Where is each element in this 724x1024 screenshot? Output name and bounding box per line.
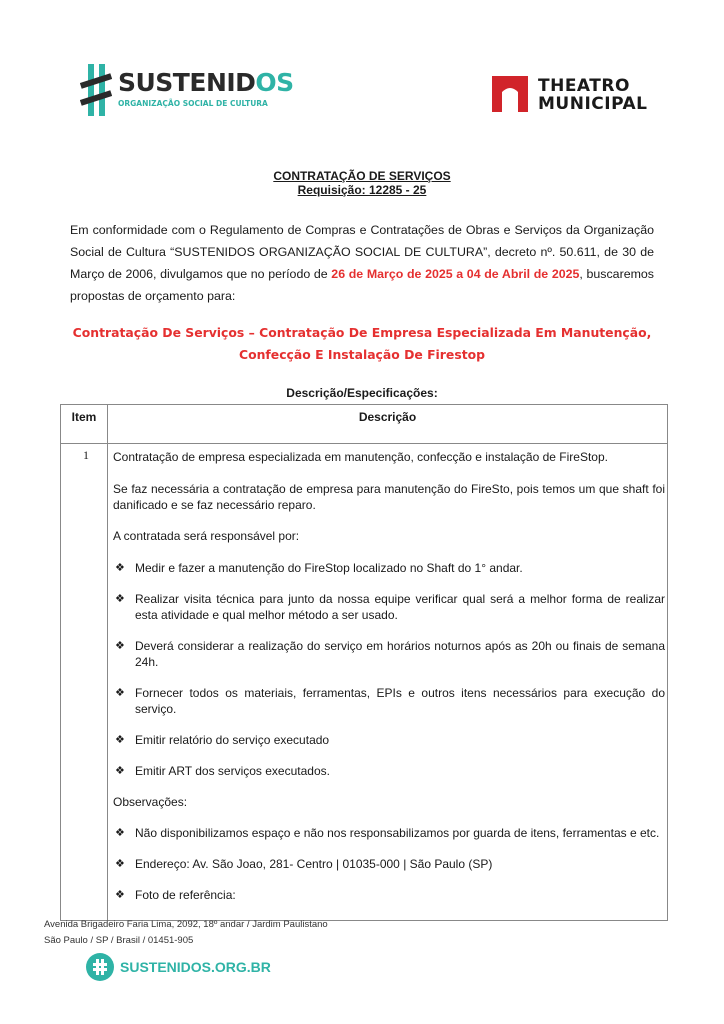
- brand-tagline: ORGANIZAÇÃO SOCIAL DE CULTURA: [118, 99, 268, 108]
- list-item: ❖ Emitir relatório do serviço executado: [115, 733, 330, 747]
- theatro-municipal-logo: [490, 72, 655, 120]
- period-highlight: 26 de Março de 2025 a 04 de Abril de 2025: [331, 267, 580, 281]
- document-title: CONTRATAÇÃO DE SERVIÇOS: [273, 169, 451, 183]
- theatro-line1: THEATRO: [538, 76, 630, 96]
- description-p2: Se faz necessária a contratação de empresa para manutenção do FireSto, pois temos um que shaft foi danificado e se faz necessário reparo.: [113, 482, 665, 512]
- specs-table: [60, 404, 668, 921]
- bullet-icon: ❖: [115, 734, 125, 746]
- subject-heading: Contratação De Serviços – Contratação De Empresa Especializada Em Manutenção, Confecção E Instalação De Firestop: [72, 325, 652, 362]
- theatro-arch-icon: [490, 74, 530, 114]
- bullet-icon: ❖: [115, 827, 125, 839]
- bullet-icon: ❖: [115, 593, 125, 605]
- list-item: ❖ Fornecer todos os materiais, ferramentas, EPIs e outros itens necessários para execução do serviço.: [115, 686, 665, 716]
- bullet-icon: ❖: [115, 889, 125, 901]
- list-item: ❖ Foto de referência:: [115, 888, 236, 902]
- bullet-icon: ❖: [115, 858, 125, 870]
- intro-paragraph: Em conformidade com o Regulamento de Compras e Contratações de Obras e Serviços da Organização Social de Cultura “SUSTENIDOS ORGANIZAÇÃO SOCIAL DE CULTURA”, decreto nº. 50.611, de 30 de Março de 2006, divulgamos que no período de 26 de Março de 2025 a 04 de Abril de 2025, buscaremos propostas de orçamento para:: [70, 223, 654, 303]
- requisition-number: Requisição: 12285 - 25: [297, 183, 427, 197]
- list-item: ❖ Deverá considerar a realização do serviço em horários noturnos após as 20h ou finais de semana 24h.: [115, 639, 665, 669]
- table-column-divider: [107, 405, 108, 920]
- observations-label: Observações:: [113, 795, 188, 809]
- sustenidos-logo: [80, 64, 294, 120]
- hash-logo-icon: [80, 64, 112, 116]
- list-item: ❖ Emitir ART dos serviços executados.: [115, 764, 330, 778]
- list-item: ❖ Endereço: Av. São Joao, 281- Centro | 01035-000 | São Paulo (SP): [115, 857, 493, 871]
- hash-circle-icon: [86, 953, 114, 981]
- bullet-icon: ❖: [115, 562, 125, 574]
- table-header-divider: [61, 443, 667, 444]
- description-cell: [113, 449, 665, 903]
- bullet-icon: ❖: [115, 640, 125, 652]
- bullet-icon: ❖: [115, 765, 125, 777]
- list-item: ❖ Realizar visita técnica para junto da nossa equipe verificar qual será a melhor forma de realizar esta atividade e qual melhor método a ser usado.: [115, 592, 665, 622]
- footer-address-line2: São Paulo / SP / Brasil / 01451-905: [44, 935, 194, 946]
- header-item: Item: [71, 410, 97, 424]
- description-p3: A contratada será responsável por:: [113, 529, 300, 543]
- header-description: Descrição: [358, 410, 417, 424]
- row-item-number: 1: [83, 448, 89, 462]
- description-p1: Contratação de empresa especializada em manutenção, confecção e instalação de FireStop.: [113, 450, 608, 464]
- footer-address-line1: Avenida Brigadeiro Faria Lima, 2092, 18º andar / Jardim Paulistano: [44, 919, 328, 930]
- specs-heading: Descrição/Especificações:: [286, 386, 438, 400]
- bullet-icon: ❖: [115, 687, 125, 699]
- website-label[interactable]: SUSTENIDOS.ORG.BR: [120, 959, 271, 975]
- theatro-line2: MUNICIPAL: [538, 94, 648, 114]
- brand-name: SUSTENIDOS: [118, 68, 294, 97]
- list-item: ❖ Não disponibilizamos espaço e não nos responsabilizamos por guarda de itens, ferramentas e etc.: [115, 826, 660, 840]
- list-item: ❖ Medir e fazer a manutenção do FireStop localizado no Shaft do 1° andar.: [115, 561, 523, 575]
